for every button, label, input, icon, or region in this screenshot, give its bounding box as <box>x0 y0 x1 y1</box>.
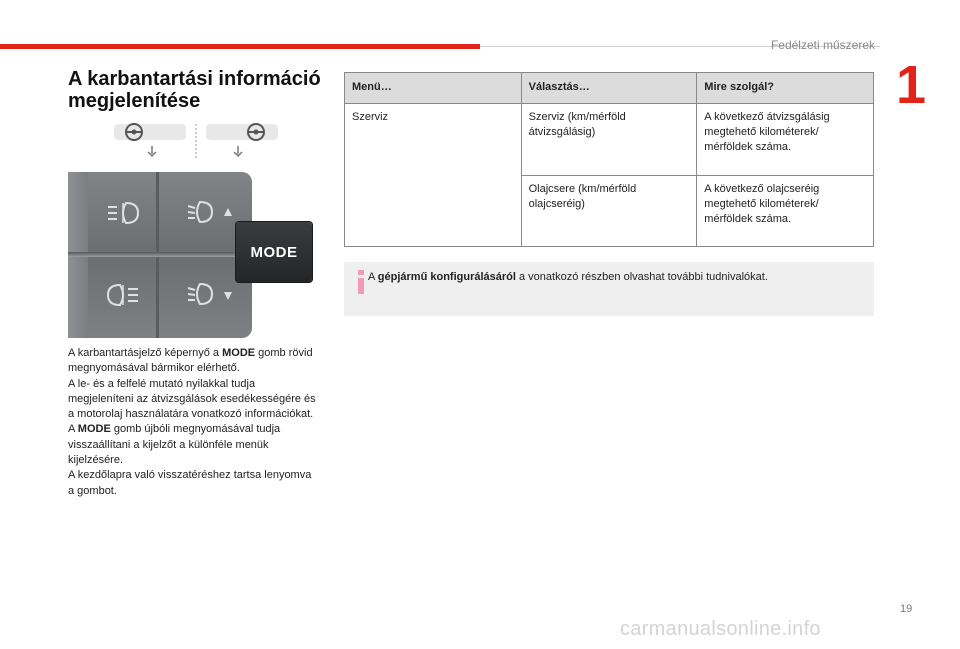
table-cell-menu: Szerviz <box>345 104 522 176</box>
section-label: Fedélzeti műszerek <box>770 38 875 52</box>
info-note <box>344 262 874 316</box>
info-icon <box>356 270 366 294</box>
table-header-row <box>345 73 874 104</box>
paragraph-3: A MODE gomb újbóli megnyomásával tudja visszaállítani a kijelzőt a különféle menük kijelzésére. <box>68 423 281 467</box>
table-row <box>345 104 874 176</box>
table-cell-purpose: A következő olajcseréig megtehető kilométerek/ mérföldek száma. <box>697 176 874 247</box>
paragraph-1: A karbantartásjelző képernyő a MODE gomb rövid megnyomásával bármikor elérhető. <box>68 347 313 375</box>
watermark: carmanualsonline.info <box>620 618 821 640</box>
body-text <box>68 346 318 499</box>
table-cell-choice: Szerviz (km/mérföld átvizsgálásig) <box>521 104 697 176</box>
table-cell-choice: Olajcsere (km/mérföld olajcseréig) <box>521 176 697 247</box>
steering-wheel-right-icon <box>206 124 278 156</box>
chapter-number: 1 <box>896 55 927 115</box>
paragraph-2: A le- és a felfelé mutató nyilakkal tudja megjeleníteni az átvizsgálások esedékességére és a motorolaj használatára vonatkozó információkat. <box>68 377 316 421</box>
headlight-height-up-icon <box>186 198 236 228</box>
control-panel-image <box>68 172 252 338</box>
table-header-choice: Választás… <box>521 73 697 104</box>
table-cell-purpose: A következő átvizsgálásig megtehető kilométerek/ mérföldek száma. <box>697 104 874 176</box>
service-menu-table <box>344 72 874 247</box>
steering-wheel-icons <box>110 122 280 160</box>
page-title: A karbantartási információ megjelenítése <box>68 68 321 112</box>
note-text: A gépjármű konfigurálásáról a vonatkozó részben olvashat további tudnivalókat. <box>368 271 768 283</box>
steering-wheel-left-icon <box>114 124 186 156</box>
front-fog-light-icon <box>106 282 140 308</box>
rear-fog-light-icon <box>106 200 140 226</box>
header-accent-bar <box>0 44 480 49</box>
page-number: 19 <box>900 603 913 615</box>
table-cell-menu-empty <box>345 176 522 247</box>
table-row <box>345 176 874 247</box>
table-header-purpose: Mire szolgál? <box>697 73 874 104</box>
mode-button-callout: MODE <box>236 222 312 282</box>
headlight-height-down-icon <box>186 280 236 310</box>
table-header-menu: Menü… <box>345 73 522 104</box>
paragraph-4: A kezdőlapra való visszatéréshez tartsa lenyomva a gombot. <box>68 469 312 497</box>
